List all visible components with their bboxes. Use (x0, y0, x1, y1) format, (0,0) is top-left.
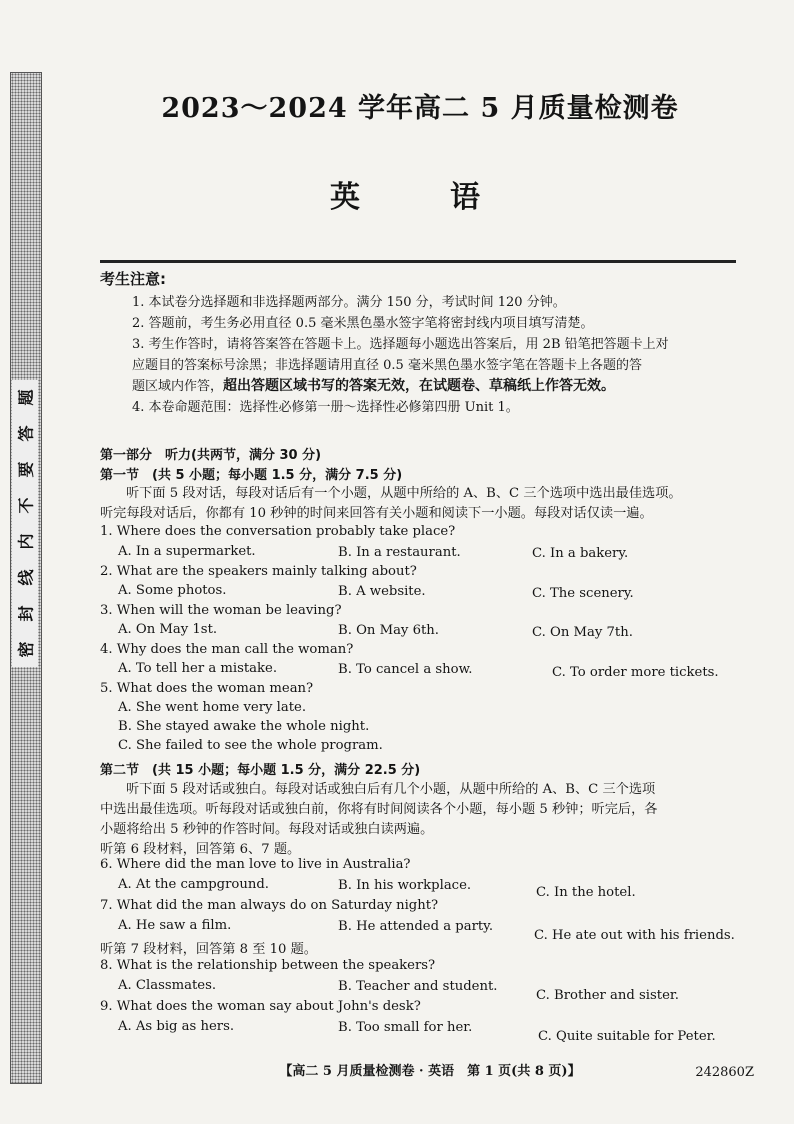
seal-char: 题 (16, 389, 36, 406)
option-c: C. On May 7th. (532, 625, 633, 640)
option-c: C. The scenery. (532, 586, 634, 601)
notice-item-continued: 应题目的答案标号涂黑；非选择题请用直径 0.5 毫米黑色墨水签字笔在答题卡上各题的答 (132, 358, 642, 373)
question-stem: 4. Why does the man call the woman? (100, 642, 354, 657)
notice-item-continued: 题区域内作答，超出答题区域书写的答案无效，在试题卷、草稿纸上作答无效。 (132, 378, 616, 394)
notice-list (132, 292, 732, 418)
option-a: A. On May 1st. (118, 622, 218, 637)
notice-heading: 考生注意: (100, 270, 166, 288)
seal-char: 答 (16, 425, 36, 442)
option-a: A. At the campground. (118, 877, 269, 892)
listen-instruction: 听第 6 段材料，回答第 6、7 题。 (100, 842, 301, 857)
option-c: C. Brother and sister. (536, 988, 679, 1003)
option-c: C. He ate out with his friends. (534, 928, 735, 943)
option-c: C. In a bakery. (532, 546, 629, 561)
option-b: B. To cancel a show. (338, 662, 473, 677)
seal-line-warning (12, 380, 38, 667)
paper-code: 242860Z (695, 1065, 754, 1080)
option-a: A. Some photos. (118, 583, 227, 598)
question-stem: 5. What does the woman mean? (100, 681, 314, 696)
section1-instructions: 听下面 5 段对话，每段对话后有一个小题，从题中所给的 A、B、C 三个选项中选出最佳选项。 听完每段对话后，你都有 10 秒钟的时间来回答有关小题和阅读下一小题。每段对话仅读一遍。 (100, 486, 682, 521)
option-b: B. In his workplace. (338, 878, 472, 893)
option-c: C. In the hotel. (536, 885, 636, 900)
notice-item: 1. 本试卷分选择题和非选择题两部分。满分 150 分，考试时间 120 分钟。 (132, 295, 566, 310)
option-c: C. Quite suitable for Peter. (538, 1029, 716, 1044)
option-b: B. Too small for her. (338, 1020, 473, 1035)
exam-page (100, 0, 760, 1124)
seal-char: 密 (16, 641, 36, 658)
listen-instruction: 听第 7 段材料，回答第 8 至 10 题。 (100, 942, 317, 957)
question-stem: 8. What is the relationship between the speakers? (100, 958, 436, 973)
option-a: A. She went home very late. (118, 700, 307, 715)
option-a: A. He saw a film. (118, 918, 232, 933)
seal-char: 不 (16, 497, 36, 514)
exam-title: 2023～2024 学年高二 5 月质量检测卷 (161, 93, 679, 124)
option-b: B. On May 6th. (338, 623, 439, 638)
option-b: B. He attended a party. (338, 919, 494, 934)
option-b: B. A website. (338, 584, 426, 599)
header-divider (100, 260, 736, 263)
option-a: A. As big as hers. (118, 1019, 235, 1034)
seal-char: 内 (16, 533, 36, 550)
option-b: B. She stayed awake the whole night. (118, 719, 370, 734)
option-c: C. To order more tickets. (552, 665, 719, 680)
question-stem: 2. What are the speakers mainly talking about? (100, 564, 417, 579)
question-stem: 3. When will the woman be leaving? (100, 603, 342, 618)
seal-char: 线 (16, 569, 36, 586)
section2-heading: 第二节 (共 15 小题；每小题 1.5 分，满分 22.5 分) (100, 763, 421, 778)
notice-item: 2. 答题前，考生务必用直径 0.5 毫米黑色墨水签字笔将密封线内项目填写清楚。 (132, 316, 594, 331)
option-a: A. Classmates. (118, 978, 217, 993)
section2-instructions: 听下面 5 段对话或独白。每段对话或独白后有几个小题，从题中所给的 A、B、C 三个选项 中选出最佳选项。听每段对话或独白前，你将有时间阅读各个小题，每小题 5 秒钟；听完后，各 小题将给出 5 秒钟的作答时间。每段对话或独白读两遍。 (100, 782, 658, 837)
option-b: B. In a restaurant. (338, 545, 461, 560)
section1-heading: 第一节 (共 5 小题；每小题 1.5 分，满分 7.5 分) (100, 468, 403, 483)
notice-item: 4. 本卷命题范围：选择性必修第一册～选择性必修第四册 Unit 1。 (132, 400, 519, 415)
question-stem: 6. Where did the man love to live in Australia? (100, 857, 411, 872)
notice-bold-warning: 超出答题区域书写的答案无效，在试题卷、草稿纸上作答无效。 (223, 378, 616, 394)
notice-item: 3. 考生作答时，请将答案答在答题卡上。选择题每小题选出答案后，用 2B 铅笔把答题卡上对 (132, 337, 669, 352)
seal-char: 要 (16, 461, 36, 478)
exam-subject: 英 语 (330, 180, 510, 215)
page-footer: 【高二 5 月质量检测卷 · 英语 第 1 页(共 8 页)】 (279, 1064, 581, 1079)
question-stem: 7. What did the man always do on Saturday night? (100, 898, 439, 913)
part1-heading: 第一部分 听力(共两节，满分 30 分) (100, 448, 322, 463)
option-b: B. Teacher and student. (338, 979, 498, 994)
option-a: A. To tell her a mistake. (118, 661, 278, 676)
question-stem: 1. Where does the conversation probably take place? (100, 524, 456, 539)
option-c: C. She failed to see the whole program. (118, 738, 383, 753)
option-a: A. In a supermarket. (118, 544, 256, 559)
question-stem: 9. What does the woman say about John's desk? (100, 999, 421, 1014)
seal-char: 封 (16, 605, 36, 622)
